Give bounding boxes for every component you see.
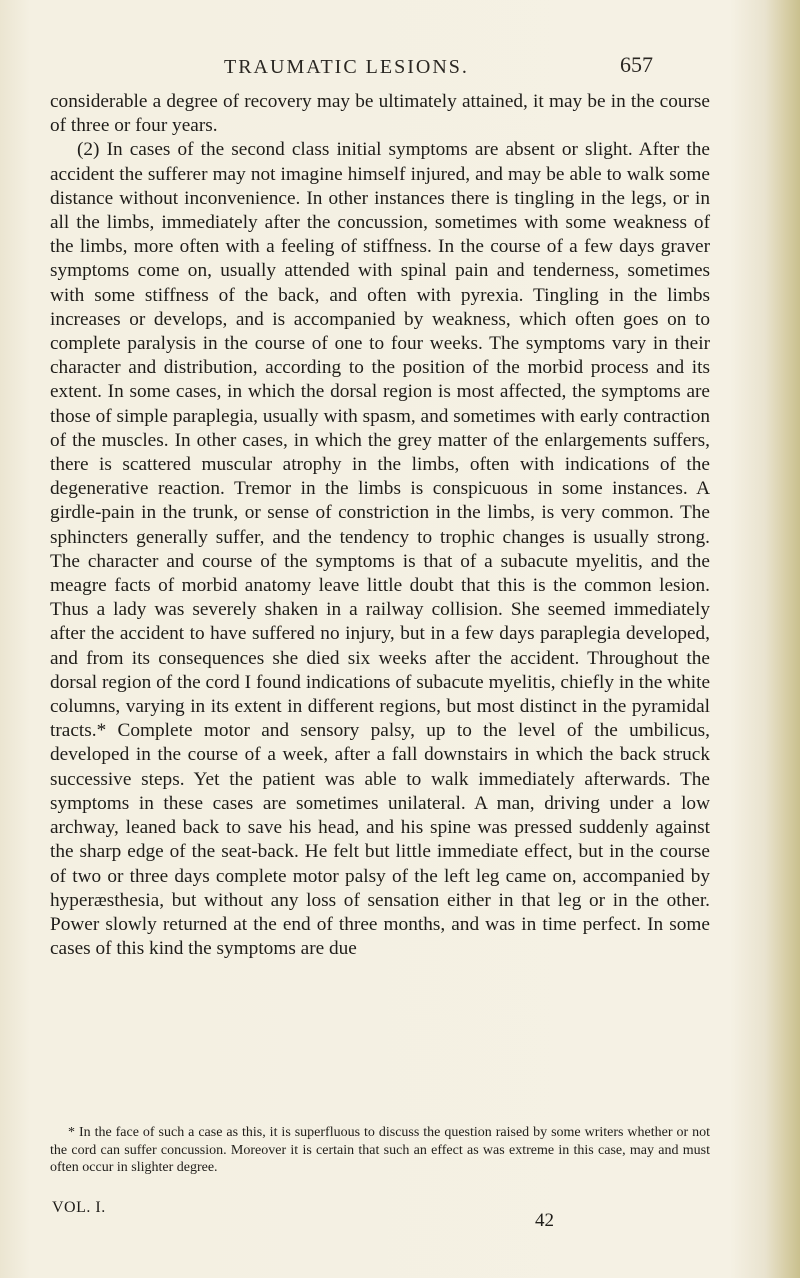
running-head: TRAUMATIC LESIONS. <box>224 56 469 78</box>
footnote: * In the face of such a case as this, it is superfluous to discuss the question raised by some writers whether or not the cord can suffer concussion. Moreover it is certain that such an effect as was extreme in this case, may and must often occur in slighter degree. <box>50 1125 710 1175</box>
volume-signature: VOL. I. <box>52 1199 106 1216</box>
paragraph: (2) In cases of the second class initial symptoms are absent or slight. After the accident the sufferer may not imagine himself injured, and may be able to walk some distance without inconvenience. In other instances there is tingling in the legs, or in all the limbs, immediately after the concussion, sometimes with some weakness of the limbs, more often with a feeling of stiffness. In the course of a few days graver symptoms come on, usually attended with spinal pain and tenderness, sometimes with some stiffness of the back, and often with pyrexia. Tingling in the limbs increases or develops, and is accompanied by weakness, which often goes on to complete paralysis in the course of one to four weeks. The symptoms vary in their character and distribution, according to the position of the morbid process and its extent. In some cases, in which the dorsal region is most affected, the symptoms are those of simple paraplegia, usually with spasm, and sometimes with early contraction of the muscles. In other cases, in which the grey matter of the enlargements suffers, there is scattered muscular atrophy in the limbs, often with indications of the degenerative reaction. Tremor in the limbs is conspicuous in some instances. A girdle-pain in the trunk, or sense of constriction in the limbs, is very common. The sphincters generally suffer, and the tendency to trophic changes is usually strong. The character and course of the symptoms is that of a subacute myelitis, and the meagre facts of morbid anatomy leave little doubt that this is the common lesion. Thus a lady was severely shaken in a railway collision. She seemed immediately after the accident to have suffered no injury, but in a few days paraplegia developed, and from its consequences she died six weeks after the accident. Throughout the dorsal region of the cord I found indications of subacute myelitis, chiefly in the white columns, varying in its extent in different regions, but most distinct in the pyramidal tracts.* Complete motor and sensory palsy, up to the level of the umbilicus, developed in the course of a week, after a fall downstairs in which the back struck successive steps. Yet the patient was able to walk immediately afterwards. The symptoms in these cases are sometimes unilateral. A man, driving under a low archway, leaned back to save his head, and his spine was pressed suddenly against the sharp edge of the seat-back. He felt but little immediate effect, but in the course of two or three days complete motor palsy of the left leg came on, accompanied by hyperæsthesia, but without any loss of sensation either in that leg or in the other. Power slowly returned at the end of three months, and was in time perfect. In some cases of this kind the symptoms are due <box>50 139 710 960</box>
paragraph: considerable a degree of recovery may be ultimately attained, it may be in the course of three or four years. <box>50 91 710 137</box>
body-text <box>50 90 710 961</box>
sheet-number: 42 <box>535 1210 554 1231</box>
page-number: 657 <box>620 52 653 77</box>
